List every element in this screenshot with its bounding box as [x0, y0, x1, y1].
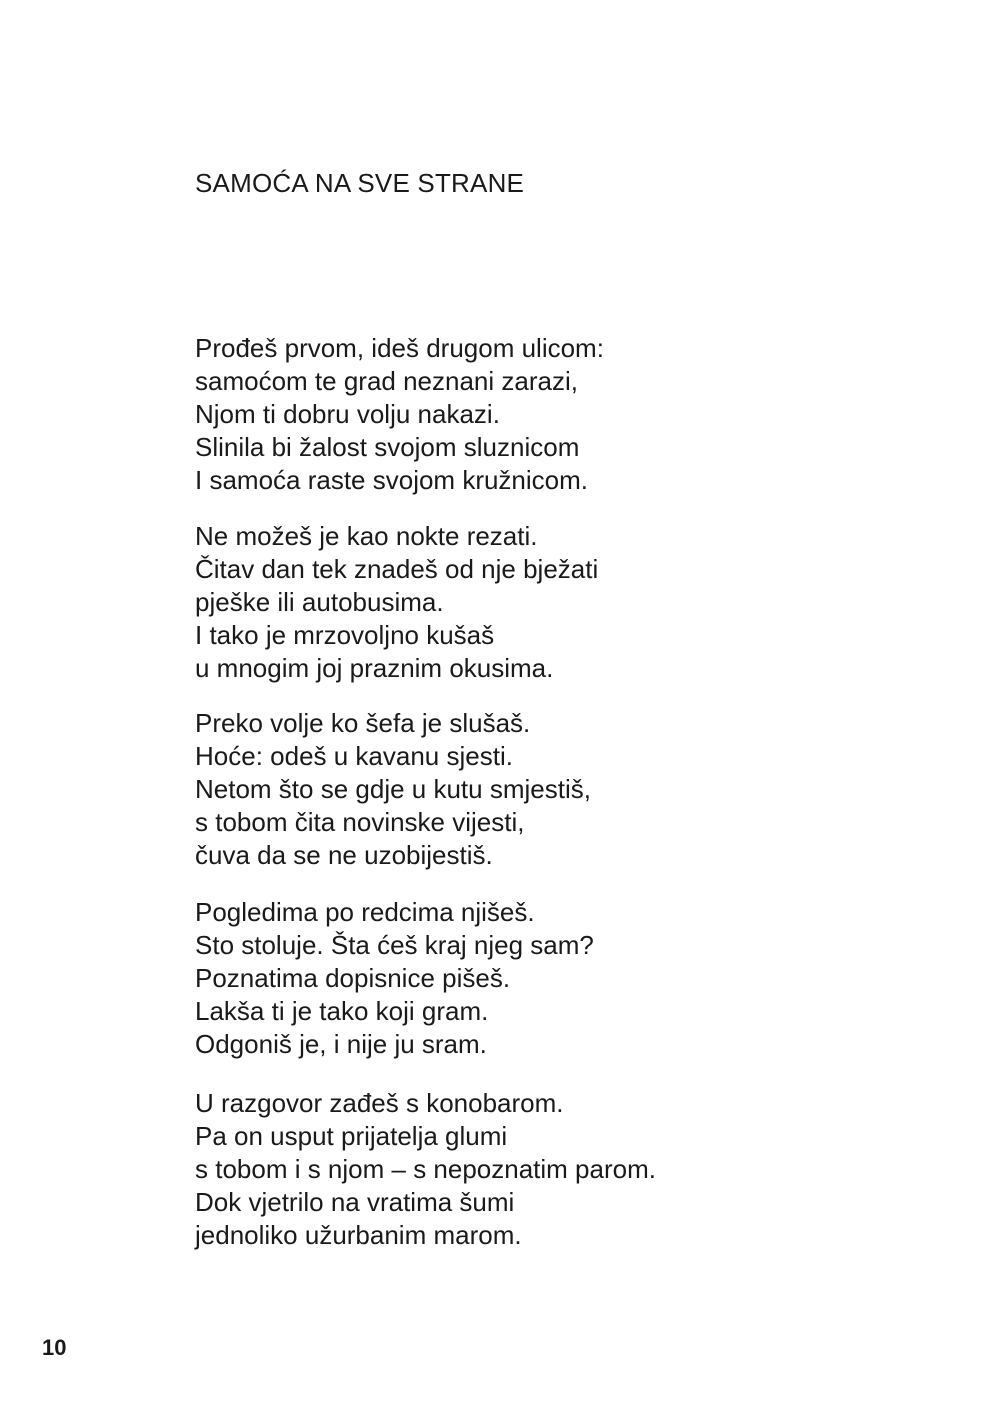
poem-line: Dok vjetrilo na vratima šumi [195, 1187, 515, 1217]
poem-line: I tako je mrzovoljno kušaš [195, 620, 495, 650]
poem-line: Njom ti dobru volju nakazi. [195, 399, 500, 429]
poem-line: Slinila bi žalost svojom sluznicom [195, 432, 580, 462]
poem-line: Sto stoluje. Šta ćeš kraj njeg sam? [195, 930, 594, 960]
poem-title: SAMOĆA NA SVE STRANE [195, 168, 525, 198]
poem-line: Poznatima dopisnice pišeš. [195, 963, 511, 993]
poem-line: Lakša ti je tako koji gram. [195, 996, 489, 1026]
stanza-1 [195, 332, 604, 497]
poem-line: pješke ili autobusima. [195, 587, 444, 617]
stanza-2 [195, 520, 598, 685]
stanza-3 [195, 707, 591, 872]
poem-line: Pa on usput prijatelja glumi [195, 1121, 508, 1151]
poem-line: s tobom i s njom – s nepoznatim parom. [195, 1154, 656, 1184]
stanza-4 [195, 896, 594, 1061]
poem-line: jednoliko užurbanim marom. [195, 1220, 522, 1250]
poem-line: Preko volje ko šefa je slušaš. [195, 708, 531, 738]
poem-line: u mnogim joj praznim okusima. [195, 653, 554, 683]
poem-line: s tobom čita novinske vijesti, [195, 807, 525, 837]
poem-line: Ne možeš je kao nokte rezati. [195, 521, 538, 551]
stanza-5 [195, 1087, 656, 1252]
poem-line: Hoće: odeš u kavanu sjesti. [195, 741, 513, 771]
poem-line: U razgovor zađeš s konobarom. [195, 1088, 564, 1118]
poem-line: čuva da se ne uzobijestiš. [195, 840, 493, 870]
poem-line: Čitav dan tek znadeš od nje bježati [195, 554, 599, 584]
poem-line: Odgoniš je, i nije ju sram. [195, 1029, 487, 1059]
poem-line: I samoća raste svojom kružnicom. [195, 465, 589, 495]
page-number: 10 [42, 1335, 67, 1360]
poem-line: samoćom te grad neznani zarazi, [195, 366, 578, 396]
poem-line: Netom što se gdje u kutu smjestiš, [195, 774, 591, 804]
poem-line: Pogledima po redcima njišeš. [195, 897, 535, 927]
poem-line: Prođeš prvom, ideš drugom ulicom: [195, 333, 604, 363]
